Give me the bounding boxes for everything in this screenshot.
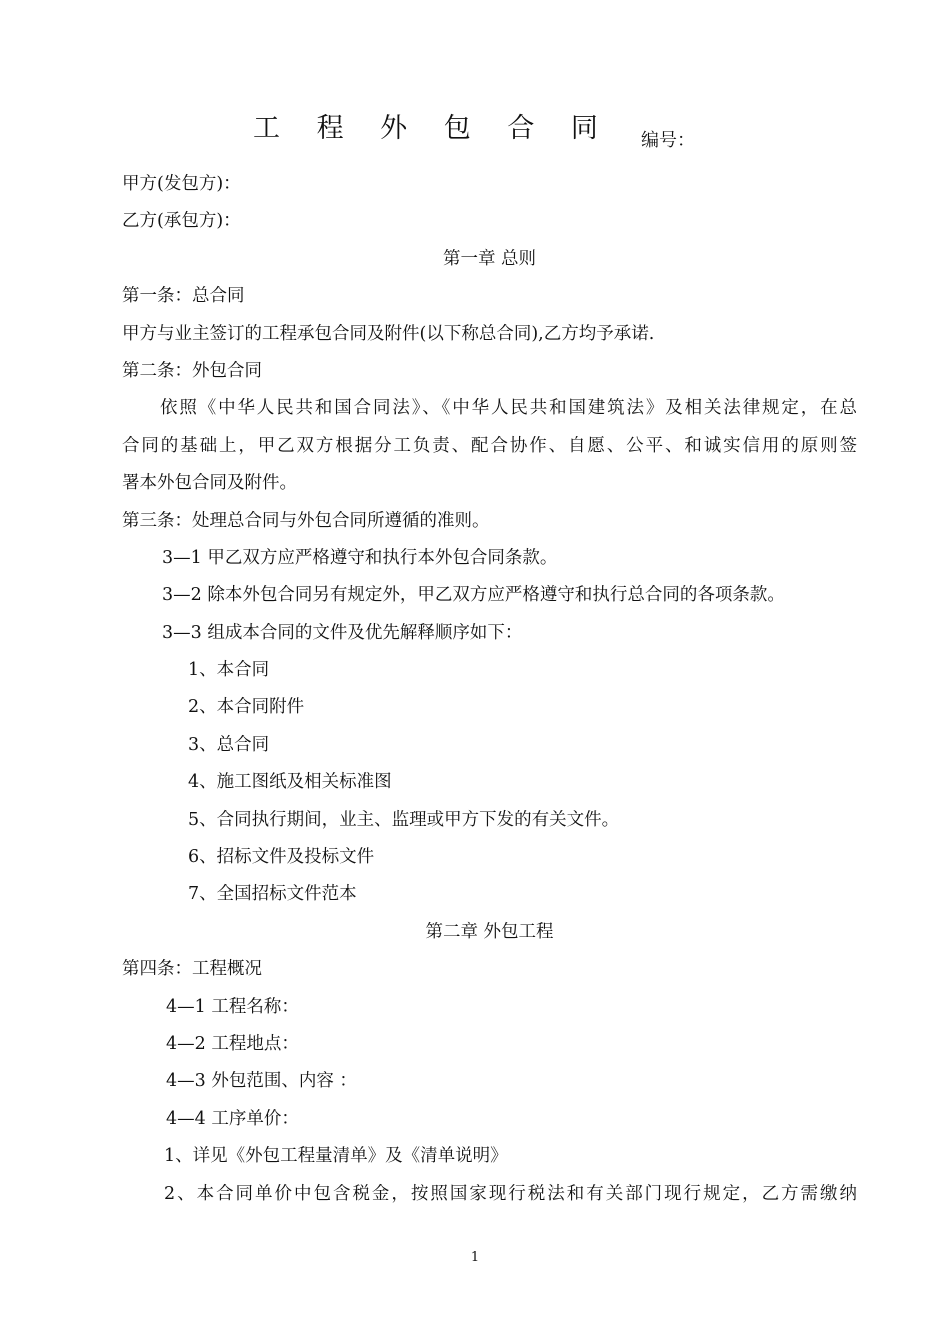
document-list-item: 4、施工图纸及相关标准图 (188, 772, 392, 793)
contract-title: 工 程 外 包 合 同 (253, 113, 612, 144)
article-2-line-2: 合同的基础上，甲乙双方根据分工负责、配合协作、自愿、公平、和诚实信用的原则签 (122, 435, 857, 456)
price-item: 1、详见《外包工程量清单》及《清单说明》 (164, 1146, 508, 1167)
article-3-item: 3—2 除本外包合同另有规定外，甲乙双方应严格遵守和执行总合同的各项条款。 (162, 585, 785, 606)
article-4-item: 4—1 工程名称： (166, 996, 299, 1017)
article-4-item: 4—2 工程地点： (166, 1033, 299, 1054)
page-number: 1 (470, 1250, 480, 1265)
article-3-heading: 第三条：处理总合同与外包合同所遵循的准则。 (122, 510, 490, 531)
article-1-text: 甲方与业主签订的工程承包合同及附件(以下称总合同),乙方均予承诺. (122, 323, 655, 344)
article-2-line-3: 署本外包合同及附件。 (122, 473, 297, 494)
document-list-item: 7、全国招标文件范本 (188, 884, 357, 905)
document-list-item: 1、本合同 (188, 660, 270, 681)
contract-number-label: 编号： (641, 130, 695, 151)
article-4-item: 4—4 工序单价： (166, 1108, 299, 1129)
article-3-item: 3—3 组成本合同的文件及优先解释顺序如下： (162, 622, 523, 643)
chapter-2-heading: 第二章 外包工程 (425, 921, 554, 942)
document-body (122, 166, 857, 1213)
article-4-item: 4—3 外包范围、内容 ： (166, 1071, 357, 1092)
document-list-item: 5、合同执行期间，业主、监理或甲方下发的有关文件。 (188, 809, 620, 830)
document-list-item: 3、总合同 (188, 734, 270, 755)
party-b-line: 乙方(承包方)： (122, 211, 241, 232)
article-4-heading: 第四条：工程概况 (122, 959, 262, 980)
price-item: 2、本合同单价中包含税金，按照国家现行税法和有关部门现行规定，乙方需缴纳 (164, 1183, 857, 1204)
party-a-line: 甲方(发包方)： (122, 174, 241, 194)
article-1-heading: 第一条：总合同 (122, 286, 245, 307)
article-3-item: 3—1 甲乙双方应严格遵守和执行本外包合同条款。 (162, 547, 558, 568)
chapter-1-heading: 第一章 总则 (442, 248, 537, 269)
document-list-item: 2、本合同附件 (188, 697, 305, 718)
document-list-item: 6、招标文件及投标文件 (188, 847, 375, 868)
article-2-line-1: 依照《中华人民共和国合同法》、《中华人民共和国建筑法》及相关法律规定，在总 (160, 398, 857, 419)
article-2-heading: 第二条：外包合同 (122, 360, 262, 381)
